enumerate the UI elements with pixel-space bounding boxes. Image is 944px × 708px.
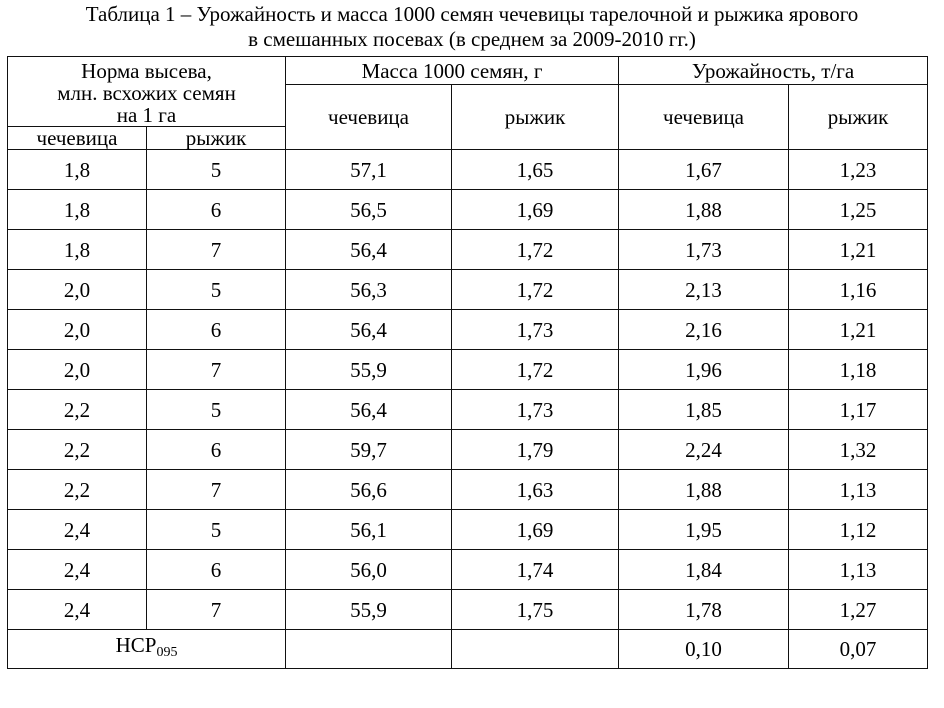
header-mass: Масса 1000 семян, г <box>286 57 619 85</box>
cell-yield-lentil: 1,88 <box>619 190 789 230</box>
cell-yield-lentil: 1,67 <box>619 150 789 190</box>
table-row <box>8 310 928 350</box>
cell-yield-camelina: 1,27 <box>789 590 928 630</box>
cell-mass-camelina: 1,65 <box>452 150 619 190</box>
table-row <box>8 430 928 470</box>
cell-mass-lentil: 56,3 <box>286 270 452 310</box>
footer-row <box>8 630 928 669</box>
header-norm-camelina: рыжик <box>147 127 286 150</box>
cell-mass-camelina: 1,72 <box>452 270 619 310</box>
header-mass-lentil: чечевица <box>286 85 452 150</box>
cell-mass-camelina: 1,73 <box>452 310 619 350</box>
cell-yield-camelina: 1,21 <box>789 230 928 270</box>
cell-yield-camelina: 1,16 <box>789 270 928 310</box>
cell-yield-camelina: 1,32 <box>789 430 928 470</box>
cell-norm-camelina: 7 <box>147 350 286 390</box>
table-row <box>8 150 928 190</box>
cell-yield-camelina: 1,18 <box>789 350 928 390</box>
cell-yield-lentil: 2,24 <box>619 430 789 470</box>
header-mass-camelina: рыжик <box>452 85 619 150</box>
cell-yield-lentil: 1,78 <box>619 590 789 630</box>
cell-yield-camelina: 1,13 <box>789 470 928 510</box>
cell-yield-camelina: 1,21 <box>789 310 928 350</box>
cell-mass-camelina: 1,72 <box>452 350 619 390</box>
cell-mass-camelina: 1,69 <box>452 190 619 230</box>
cell-yield-lentil: 2,13 <box>619 270 789 310</box>
cell-yield-lentil: 1,73 <box>619 230 789 270</box>
header-yield-lentil: чечевица <box>619 85 789 150</box>
footer-mass-camelina <box>452 630 619 669</box>
cell-norm-camelina: 5 <box>147 270 286 310</box>
cell-norm-camelina: 5 <box>147 390 286 430</box>
cell-mass-lentil: 55,9 <box>286 350 452 390</box>
header-norm-line-1: Норма высева, <box>81 59 212 83</box>
cell-norm-camelina: 7 <box>147 230 286 270</box>
cell-yield-lentil: 1,84 <box>619 550 789 590</box>
header-norm-line-2: млн. всхожих семян <box>57 81 236 105</box>
cell-mass-lentil: 56,4 <box>286 310 452 350</box>
cell-yield-camelina: 1,23 <box>789 150 928 190</box>
table-row <box>8 230 928 270</box>
cell-norm-camelina: 5 <box>147 150 286 190</box>
cell-mass-lentil: 56,1 <box>286 510 452 550</box>
cell-norm-lentil: 1,8 <box>8 230 147 270</box>
cell-norm-lentil: 2,0 <box>8 310 147 350</box>
cell-norm-camelina: 7 <box>147 590 286 630</box>
footer-yield-lentil: 0,10 <box>619 630 789 669</box>
header-norm-lentil: чечевица <box>8 127 147 150</box>
cell-norm-camelina: 7 <box>147 470 286 510</box>
footer-label-main: НСР <box>115 633 157 657</box>
cell-norm-lentil: 2,0 <box>8 270 147 310</box>
cell-mass-camelina: 1,63 <box>452 470 619 510</box>
cell-mass-camelina: 1,74 <box>452 550 619 590</box>
cell-mass-lentil: 56,6 <box>286 470 452 510</box>
cell-mass-camelina: 1,73 <box>452 390 619 430</box>
table-row <box>8 190 928 230</box>
cell-mass-camelina: 1,75 <box>452 590 619 630</box>
cell-mass-camelina: 1,79 <box>452 430 619 470</box>
table-row <box>8 270 928 310</box>
footer-yield-camelina: 0,07 <box>789 630 928 669</box>
cell-yield-camelina: 1,25 <box>789 190 928 230</box>
cell-mass-lentil: 56,0 <box>286 550 452 590</box>
footer-mass-lentil <box>286 630 452 669</box>
cell-norm-camelina: 6 <box>147 430 286 470</box>
table-row <box>8 510 928 550</box>
cell-yield-camelina: 1,13 <box>789 550 928 590</box>
cell-norm-camelina: 6 <box>147 190 286 230</box>
cell-norm-lentil: 2,2 <box>8 470 147 510</box>
table-row <box>8 470 928 510</box>
cell-norm-lentil: 2,4 <box>8 590 147 630</box>
cell-norm-lentil: 2,4 <box>8 510 147 550</box>
cell-norm-lentil: 2,2 <box>8 430 147 470</box>
cell-mass-lentil: 59,7 <box>286 430 452 470</box>
cell-mass-lentil: 56,4 <box>286 390 452 430</box>
cell-yield-lentil: 1,95 <box>619 510 789 550</box>
caption-line-2: в смешанных посевах (в среднем за 2009-2010 гг.) <box>248 27 696 51</box>
cell-yield-lentil: 1,85 <box>619 390 789 430</box>
cell-mass-lentil: 56,5 <box>286 190 452 230</box>
cell-norm-lentil: 2,4 <box>8 550 147 590</box>
cell-norm-lentil: 2,0 <box>8 350 147 390</box>
cell-norm-camelina: 6 <box>147 550 286 590</box>
cell-mass-lentil: 56,4 <box>286 230 452 270</box>
cell-norm-lentil: 2,2 <box>8 390 147 430</box>
table-row <box>8 590 928 630</box>
caption-line-1: Таблица 1 – Урожайность и масса 1000 семян чечевицы тарелочной и рыжика ярового <box>85 2 859 26</box>
cell-yield-camelina: 1,17 <box>789 390 928 430</box>
cell-yield-camelina: 1,12 <box>789 510 928 550</box>
cell-mass-camelina: 1,72 <box>452 230 619 270</box>
cell-yield-lentil: 2,16 <box>619 310 789 350</box>
header-yield-camelina: рыжик <box>789 85 928 150</box>
cell-norm-lentil: 1,8 <box>8 150 147 190</box>
cell-norm-camelina: 5 <box>147 510 286 550</box>
cell-mass-lentil: 57,1 <box>286 150 452 190</box>
header-norm <box>8 57 286 127</box>
table-row <box>8 550 928 590</box>
footer-label-subscript: 095 <box>156 645 178 660</box>
table-caption <box>0 2 944 52</box>
cell-yield-lentil: 1,88 <box>619 470 789 510</box>
table-row <box>8 390 928 430</box>
header-norm-line-3: на 1 га <box>116 103 177 127</box>
footer-label <box>8 630 286 669</box>
data-table <box>7 56 928 669</box>
cell-norm-lentil: 1,8 <box>8 190 147 230</box>
cell-norm-camelina: 6 <box>147 310 286 350</box>
table-row <box>8 350 928 390</box>
cell-mass-camelina: 1,69 <box>452 510 619 550</box>
cell-yield-lentil: 1,96 <box>619 350 789 390</box>
header-yield: Урожайность, т/га <box>619 57 928 85</box>
cell-mass-lentil: 55,9 <box>286 590 452 630</box>
header-row-1 <box>8 57 928 85</box>
